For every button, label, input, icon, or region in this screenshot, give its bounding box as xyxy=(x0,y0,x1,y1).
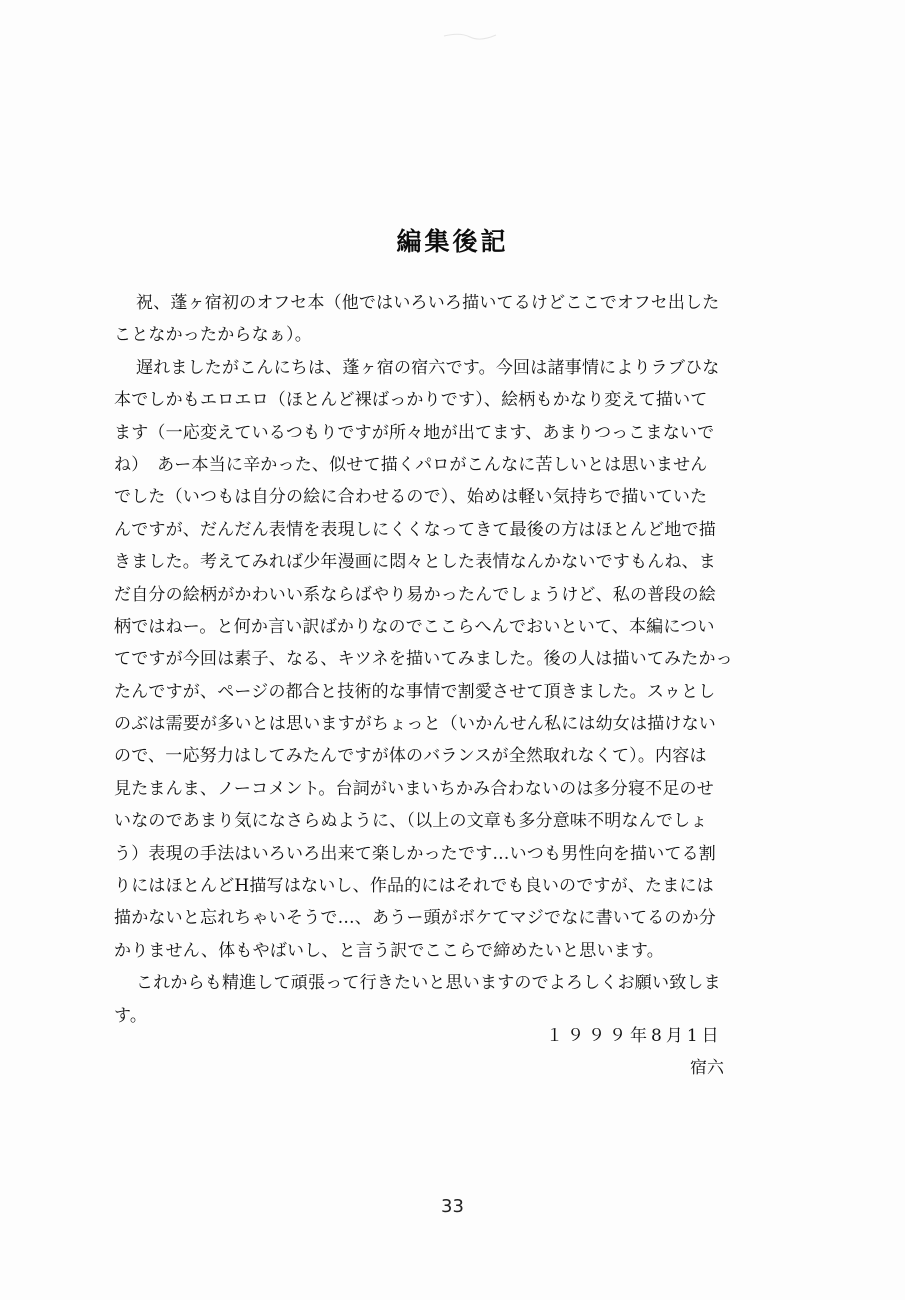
text-line: たんですが、ページの都合と技術的な事情で割愛させて頂きました。スゥとし xyxy=(114,681,716,702)
text-line: だ自分の絵柄がかわいい系ならばやり易かったんでしょうけど、私の普段の絵 xyxy=(114,584,716,605)
text-line: う）表現の手法はいろいろ出来て楽しかったです…いつも男性向を描いてる割 xyxy=(114,843,716,864)
text-line: かりません、体もやばいし、と言う訳でここらで締めたいと思います。 xyxy=(114,940,664,961)
text-line: のぶは需要が多いとは思いますがちょっと（いかんせん私には幼女は描けない xyxy=(114,714,716,735)
text-line: んですが、だんだん表情を表現しにくくなってきて最後の方はほとんど地で描 xyxy=(114,519,716,540)
text-line: いなのであまり気になさらぬように、（以上の文章も多分意味不明なんでしょ xyxy=(114,811,708,832)
text-line: りにはほとんどH描写はないし、作品的にはそれでも良いのですが、たまには xyxy=(114,876,714,897)
text-line: 柄ではねー。と何か言い訳ばかりなのでここらへんでおいといて、本編につい xyxy=(114,616,715,637)
author-signature: 宿六 xyxy=(690,1058,724,1078)
text-line: 遅れましたがこんにちは、蓬ヶ宿の宿六です。今回は諸事情によりラブひな xyxy=(136,357,720,378)
text-line: 描かないと忘れちゃいそうで…、あうー頭がボケてマジでなに書いてるのか分 xyxy=(114,908,716,929)
text-line: ことなかったからなぁ）。 xyxy=(114,325,312,346)
text-line: す。 xyxy=(114,1005,148,1026)
page-number: 33 xyxy=(441,1196,464,1217)
text-line: 見たまんま、ノーコメント。台詞がいまいちかみ合わないのは多分寝不足のせ xyxy=(114,778,714,799)
text-line: ます（一応変えているつもりですが所々地が出てます、あまりつっこまないで xyxy=(114,422,715,443)
text-line: てですが今回は素子、なる、キツネを描いてみました。後の人は描いてみたかっ xyxy=(114,649,733,670)
page-title: 編集後記 xyxy=(396,227,509,256)
text-line: きました。考えてみれば少年漫画に悶々とした表情なんかないですもんね、ま xyxy=(114,552,716,573)
text-line: ので、一応努力はしてみたんですが体のバランスが全然取れなくて）。内容は xyxy=(114,746,707,767)
date-line: １９９９年8月1日 xyxy=(546,1026,723,1046)
afterword-body xyxy=(114,287,782,1032)
text-line: これからも精進して頑張って行きたいと思いますのでよろしくお願い致しま xyxy=(136,973,721,994)
text-line: でした（いつもは自分の絵に合わせるので）、始めは軽い気持ちで描いていた xyxy=(114,487,708,508)
text-line: ね） あー本当に辛かった、似せて描くパロがこんなに苦しいとは思いません xyxy=(114,454,708,475)
scan-mark xyxy=(440,30,500,42)
text-line: 本でしかもエロエロ（ほとんど裸ばっかりです）、絵柄もかなり変えて描いて xyxy=(114,390,708,411)
text-line: 祝、蓬ヶ宿初のオフセ本（他ではいろいろ描いてるけどここでオフセ出した xyxy=(136,293,720,313)
